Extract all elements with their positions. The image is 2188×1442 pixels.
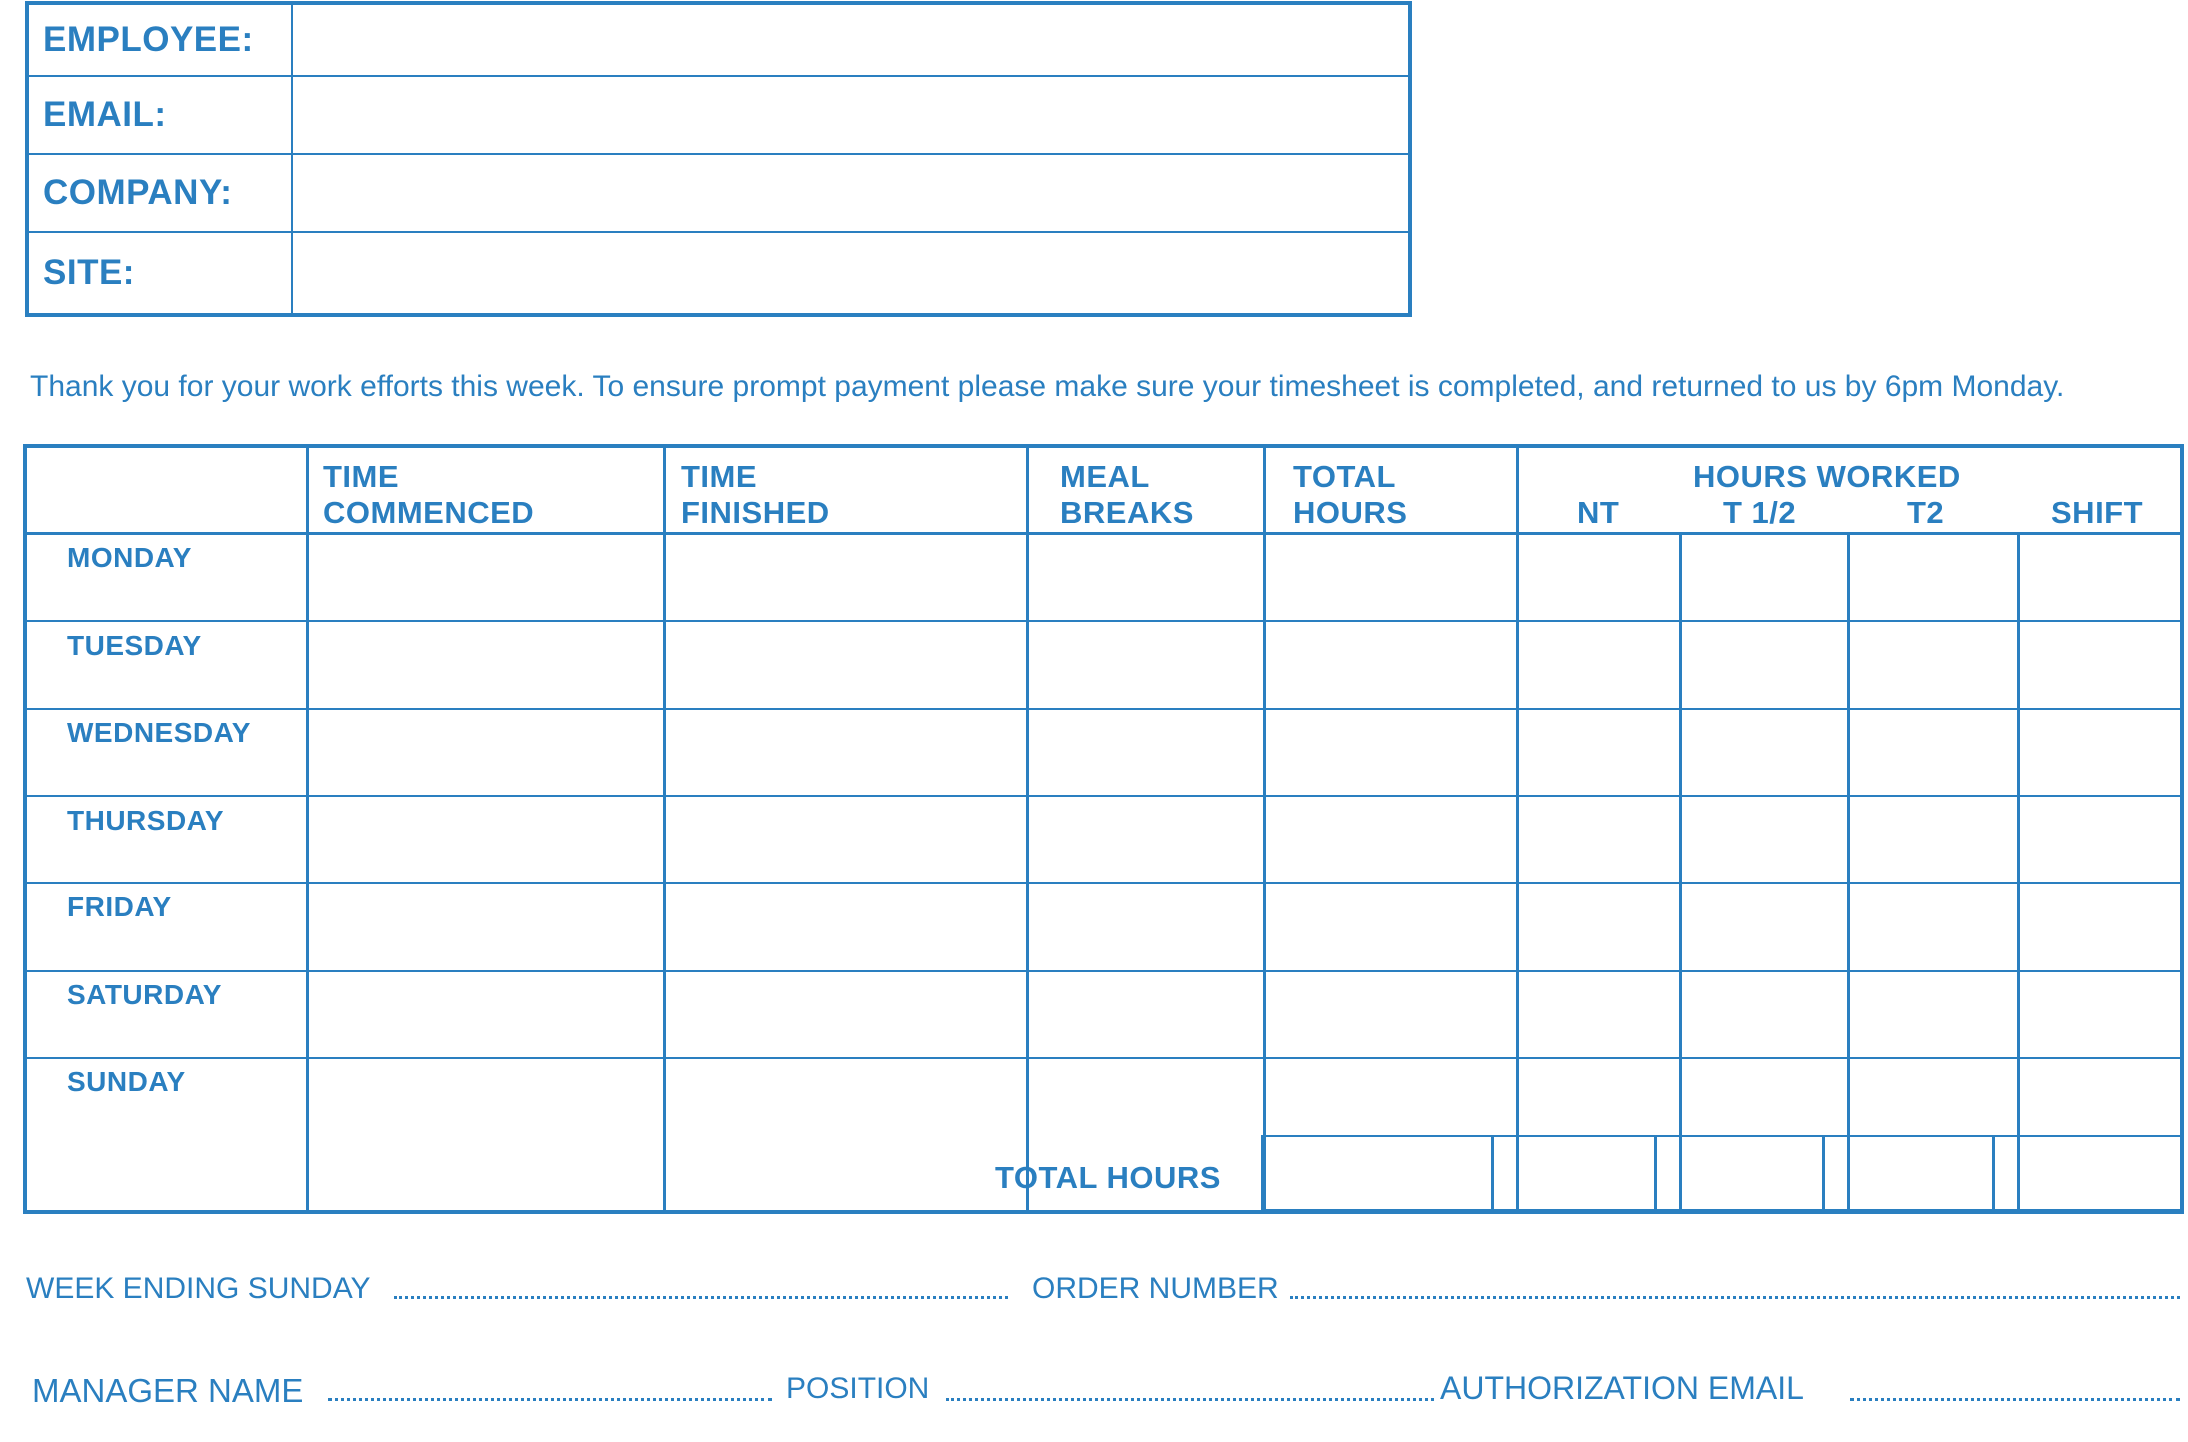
row-divider bbox=[27, 882, 2180, 884]
row-divider bbox=[27, 708, 2180, 710]
row-divider bbox=[27, 1057, 2180, 1059]
position-field[interactable] bbox=[946, 1398, 1434, 1401]
col-divider bbox=[306, 448, 309, 1210]
row-divider bbox=[27, 795, 2180, 797]
col-divider bbox=[1847, 532, 1850, 1210]
header-line: TIME bbox=[323, 459, 400, 494]
employee-label: EMPLOYEE: bbox=[27, 3, 292, 76]
col-divider bbox=[663, 448, 666, 1210]
header-line: FINISHED bbox=[681, 495, 830, 530]
company-field[interactable] bbox=[292, 154, 1410, 232]
day-sunday: SUNDAY bbox=[67, 1066, 186, 1097]
header-line: BREAKS bbox=[1060, 495, 1194, 530]
employee-field[interactable] bbox=[292, 3, 1410, 76]
day-saturday: SATURDAY bbox=[67, 979, 222, 1010]
header-divider bbox=[27, 532, 2180, 535]
header-line: TOTAL bbox=[1293, 459, 1396, 494]
header-hours-worked: HOURS WORKED bbox=[1693, 459, 1961, 494]
manager-name-label: MANAGER NAME bbox=[32, 1372, 304, 1409]
employee-info-table bbox=[25, 1, 1412, 317]
col-divider bbox=[1026, 448, 1029, 1210]
authorization-email-label: AUTHORIZATION EMAIL bbox=[1440, 1370, 1804, 1406]
header-total-hours bbox=[1293, 459, 1407, 531]
col-divider bbox=[1263, 448, 1266, 1210]
timesheet-grid bbox=[23, 444, 2184, 1214]
header-line: TIME bbox=[681, 459, 758, 494]
header-t2: T2 bbox=[1907, 495, 1945, 530]
col-divider bbox=[1491, 1137, 1494, 1209]
day-thursday: THURSDAY bbox=[67, 805, 224, 836]
order-number-label: ORDER NUMBER bbox=[1032, 1272, 1279, 1305]
header-nt: NT bbox=[1577, 495, 1620, 530]
total-hours-label: TOTAL HOURS bbox=[995, 1160, 1221, 1195]
col-divider bbox=[1654, 1137, 1657, 1209]
site-label: SITE: bbox=[27, 232, 292, 315]
payment-notice: Thank you for your work efforts this week. To ensure prompt payment please make sure your timesheet is completed, and returned to us by 6pm Monday. bbox=[30, 370, 2065, 403]
header-meal-breaks bbox=[1060, 459, 1194, 531]
header-shift: SHIFT bbox=[2051, 495, 2144, 530]
day-monday: MONDAY bbox=[67, 542, 192, 573]
header-time-commenced bbox=[323, 459, 534, 531]
day-friday: FRIDAY bbox=[67, 891, 172, 922]
row-divider bbox=[27, 620, 2180, 622]
header-t-half: T 1/2 bbox=[1723, 495, 1797, 530]
header-line: MEAL bbox=[1060, 459, 1150, 494]
week-ending-field[interactable] bbox=[394, 1296, 1008, 1299]
col-divider bbox=[1516, 448, 1519, 1210]
position-label: POSITION bbox=[786, 1372, 930, 1405]
week-ending-label: WEEK ENDING SUNDAY bbox=[26, 1272, 371, 1305]
col-divider bbox=[1679, 532, 1682, 1210]
manager-name-field[interactable] bbox=[328, 1398, 772, 1401]
header-line: HOURS bbox=[1293, 495, 1408, 530]
authorization-email-field[interactable] bbox=[1850, 1398, 2180, 1401]
total-hours-row bbox=[1261, 1135, 2184, 1213]
header-time-finished bbox=[681, 459, 830, 531]
header-line: COMMENCED bbox=[323, 495, 535, 530]
site-field[interactable] bbox=[292, 232, 1410, 315]
col-divider bbox=[1822, 1137, 1825, 1209]
col-divider bbox=[1992, 1137, 1995, 1209]
row-divider bbox=[27, 970, 2180, 972]
company-label: COMPANY: bbox=[27, 154, 292, 232]
day-wednesday: WEDNESDAY bbox=[67, 717, 251, 748]
email-label: EMAIL: bbox=[27, 76, 292, 154]
email-field[interactable] bbox=[292, 76, 1410, 154]
day-tuesday: TUESDAY bbox=[67, 630, 202, 661]
col-divider bbox=[2017, 532, 2020, 1210]
order-number-field[interactable] bbox=[1290, 1296, 2180, 1299]
